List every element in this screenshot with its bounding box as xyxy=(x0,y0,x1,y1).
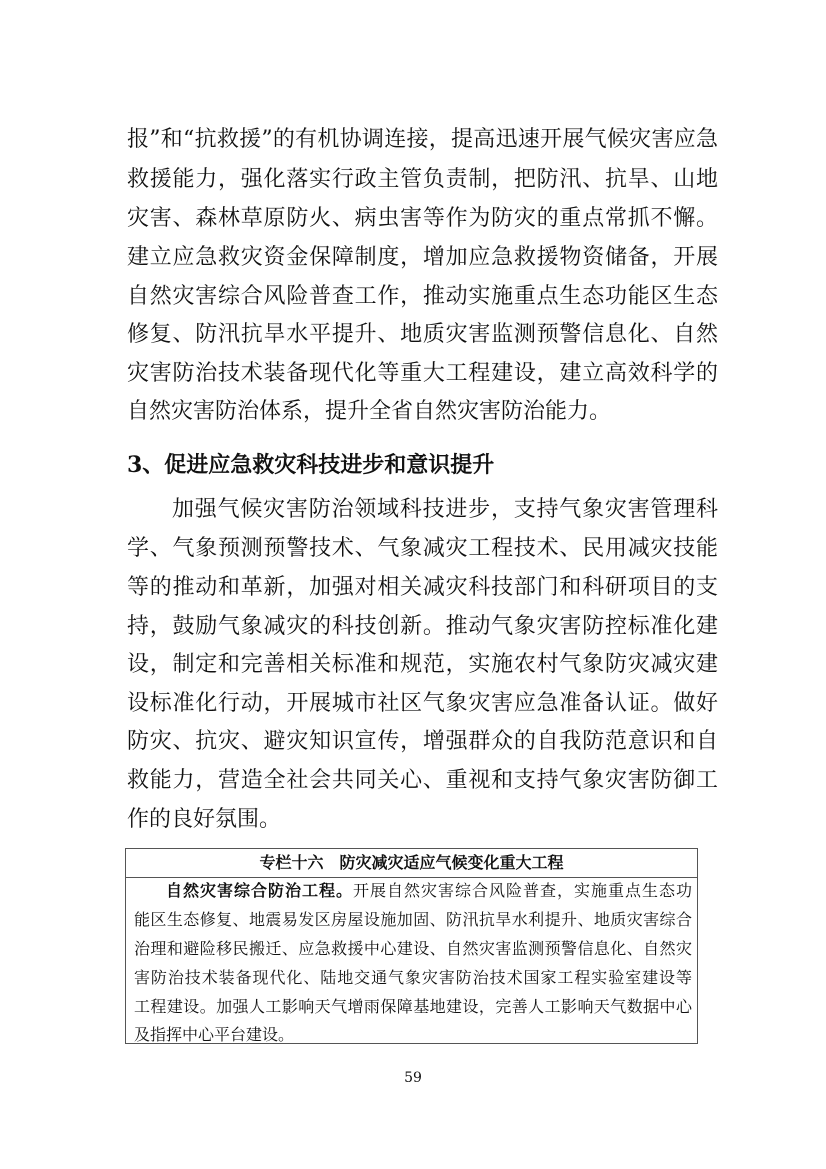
box-line: 害防治技术装备现代化、陆地交通气象灾害防治技术国家工程实验室建设等 xyxy=(134,968,692,987)
box-title: 专栏十六 防灾减灾适应气候变化重大工程 xyxy=(126,849,697,878)
text-line: 灾害防治技术装备现代化等重大工程建设，建立高效科学的 xyxy=(127,361,718,386)
text-line: 自然灾害防治体系，提升全省自然灾害防治能力。 xyxy=(127,399,612,424)
text-line: 作的良好氛围。 xyxy=(127,807,282,832)
text-line: 设标准化行动，开展城市社区气象灾害应急准备认证。做好 xyxy=(127,691,718,716)
text-line: 等的推动和革新，加强对相关减灾科技部门和科研项目的支 xyxy=(127,575,718,600)
feature-box xyxy=(125,848,698,1044)
text-line: 灾害、森林草原防火、病虫害等作为防灾的重点常抓不懈。 xyxy=(127,206,718,231)
section-heading: 3、促进应急救灾科技进步和意识提升 xyxy=(127,452,495,478)
text-line: 加强气候灾害防治领域科技进步，支持气象灾害管理科 xyxy=(172,497,718,522)
text-line: 救援能力，强化落实行政主管负责制，把防汛、抗旱、山地 xyxy=(127,167,718,192)
box-line: 及指挥中心平台建设。 xyxy=(134,1025,295,1044)
text-line: 防灾、抗灾、避灾知识宣传，增强群众的自我防范意识和自 xyxy=(127,729,718,754)
page-number: 59 xyxy=(404,1070,422,1086)
text-line: 持，鼓励气象减灾的科技创新。推动气象灾害防控标准化建 xyxy=(127,614,718,639)
text-line: 修复、防汛抗旱水平提升、地质灾害监测预警信息化、自然 xyxy=(127,322,718,347)
text-line: 报”和“抗救援”的有机协调连接，提高迅速开展气候灾害应急 xyxy=(127,127,718,152)
text-line: 设，制定和完善相关标准和规范，实施农村气象防灾减灾建 xyxy=(127,652,718,677)
box-line: 工程建设。加强人工影响天气增雨保障基地建设，完善人工影响天气数据中心 xyxy=(134,997,692,1016)
text-line: 学、气象预测预警技术、气象减灾工程技术、民用减灾技能 xyxy=(127,536,718,561)
text-line: 自然灾害综合风险普查工作，推动实施重点生态功能区生态 xyxy=(127,284,718,309)
text-line: 建立应急救灾资金保障制度，增加应急救援物资储备，开展 xyxy=(127,245,718,270)
box-line: 治理和避险移民搬迁、应急救援中心建设、自然灾害监测预警信息化、自然灾 xyxy=(134,939,692,958)
box-line-text: 开展自然灾害综合风险普查，实施重点生态功 xyxy=(353,881,692,900)
box-line-first xyxy=(166,880,692,902)
text-line: 救能力，营造全社会共同关心、重视和支持气象灾害防御工 xyxy=(127,768,718,793)
box-lead: 自然灾害综合防治工程。 xyxy=(166,881,353,900)
box-line: 能区生态修复、地震易发区房屋设施加固、防汛抗旱水利提升、地质灾害综合 xyxy=(134,910,692,929)
